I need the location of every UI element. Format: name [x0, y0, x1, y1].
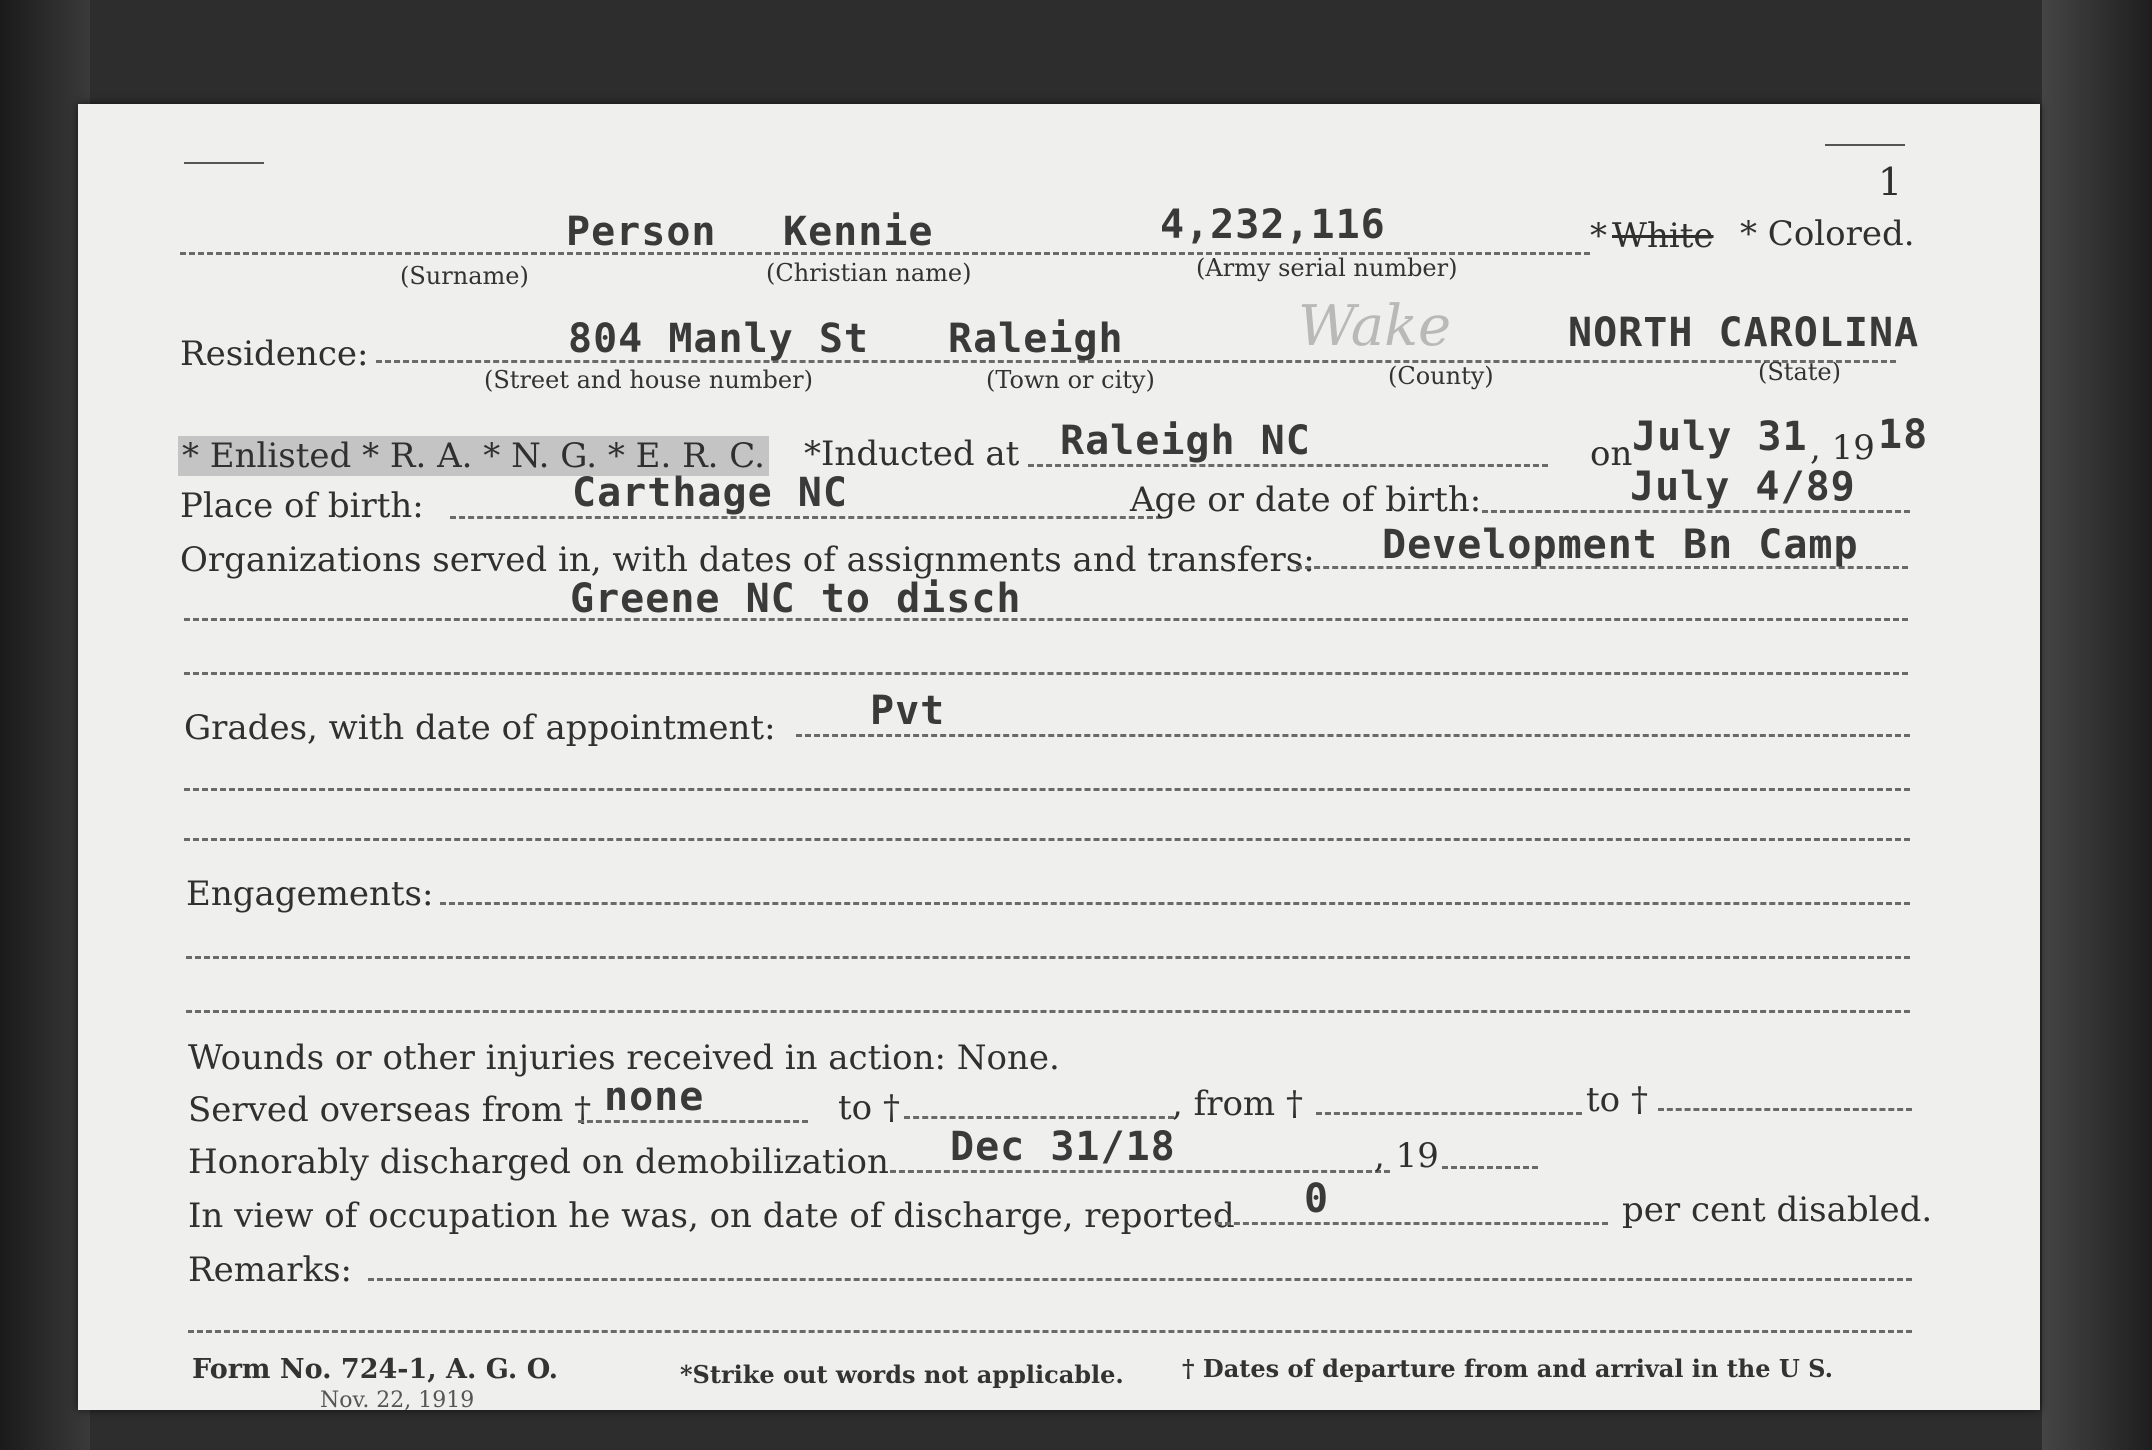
- label-surname: (Surname): [400, 262, 529, 290]
- organizations-value-1: Development Bn Camp: [1382, 522, 1859, 568]
- birthdate-value: July 4/89: [1630, 464, 1856, 510]
- inducted-label: *Inducted at: [804, 434, 1020, 474]
- christian-name-value: Kennie: [783, 209, 934, 255]
- label-town: (Town or city): [986, 366, 1155, 394]
- county-value: Wake: [1298, 294, 1452, 359]
- service-record-card: [78, 104, 2040, 1413]
- top-left-rule: [184, 162, 264, 164]
- on-label: on: [1590, 434, 1633, 474]
- scan-backdrop-right: [2042, 0, 2152, 1450]
- remarks-line-1: [368, 1278, 1912, 1281]
- organizations-label: Organizations served in, with dates of assignments and transfers:: [180, 540, 1315, 580]
- birthdate-line: [1482, 510, 1910, 513]
- grades-line-2: [184, 788, 1910, 791]
- surname-value: Person: [566, 209, 717, 255]
- town-value: Raleigh: [948, 316, 1124, 362]
- grades-label: Grades, with date of appointment:: [184, 708, 776, 748]
- grades-line-1: [796, 734, 1910, 737]
- disabled-label: In view of occupation he was, on date of discharge, reported: [188, 1196, 1235, 1236]
- engagements-label: Engagements:: [186, 874, 434, 914]
- organizations-line-2: [184, 618, 1908, 621]
- discharge-line: [890, 1170, 1390, 1173]
- induction-date-value: July 31: [1632, 414, 1808, 460]
- street-value: 804 Manly St: [568, 316, 869, 362]
- enlisted-options-struck: * Enlisted * R. A. * N. G. * E. R. C.: [178, 436, 769, 476]
- overseas-to-label: to †: [838, 1088, 900, 1128]
- grade-value: Pvt: [870, 688, 946, 734]
- scan-backdrop-left: [0, 0, 90, 1450]
- label-county: (County): [1388, 362, 1494, 390]
- residence-label: Residence:: [180, 334, 369, 374]
- state-value: NORTH CAROLINA: [1568, 310, 1920, 356]
- overseas-to-line-2: [1658, 1108, 1912, 1111]
- inducted-line: [1028, 464, 1548, 467]
- race-colored: * Colored.: [1740, 214, 1915, 254]
- overseas-from-line-2: [1316, 1112, 1582, 1115]
- label-state: (State): [1758, 358, 1841, 386]
- organizations-line-3: [184, 672, 1908, 675]
- race-white-struck: White: [1612, 216, 1714, 256]
- wounds-label: Wounds or other injuries received in action: None.: [188, 1038, 1060, 1078]
- discharge-year-line: [1442, 1166, 1538, 1169]
- engagements-line-2: [186, 956, 1910, 959]
- form-date: Nov. 22, 1919: [320, 1388, 475, 1413]
- remarks-line-2: [188, 1330, 1912, 1333]
- discharge-date-value: Dec 31/18: [950, 1124, 1176, 1170]
- disabled-suffix: per cent disabled.: [1622, 1190, 1933, 1230]
- organizations-value-2: Greene NC to disch: [570, 576, 1022, 622]
- top-right-rule: [1825, 144, 1905, 146]
- overseas-from-value: none: [604, 1074, 705, 1120]
- remarks-label: Remarks:: [188, 1250, 352, 1290]
- footnote-dates: † Dates of departure from and arrival in the U S.: [1182, 1354, 1833, 1383]
- engagements-line-1: [440, 902, 1910, 905]
- label-christian-name: (Christian name): [766, 259, 972, 287]
- overseas-from-line: [578, 1120, 808, 1123]
- birthplace-value: Carthage NC: [572, 470, 848, 516]
- disabled-value: 0: [1304, 1176, 1330, 1222]
- footnote-strike-out: *Strike out words not applicable.: [680, 1360, 1124, 1389]
- label-serial-number: (Army serial number): [1196, 254, 1458, 282]
- form-number: Form No. 724-1, A. G. O.: [192, 1354, 559, 1385]
- induction-year-value: 18: [1878, 412, 1929, 458]
- birthplace-label: Place of birth:: [180, 486, 424, 526]
- overseas-label: Served overseas from †: [188, 1090, 592, 1130]
- induction-year-prefix: , 19: [1810, 428, 1875, 468]
- overseas-from-label-2: , from †: [1172, 1084, 1303, 1124]
- discharge-label: Honorably discharged on demobilization: [188, 1142, 889, 1182]
- grades-line-3: [184, 838, 1910, 841]
- overseas-to-line: [904, 1116, 1174, 1119]
- inducted-place-value: Raleigh NC: [1060, 418, 1311, 464]
- birthplace-line: [450, 516, 1162, 519]
- label-street: (Street and house number): [484, 366, 813, 394]
- discharge-year-label: , 19: [1374, 1136, 1439, 1176]
- serial-number-value: 4,232,116: [1160, 202, 1386, 248]
- overseas-to-label-2: to †: [1586, 1080, 1648, 1120]
- race-prefix: *: [1590, 216, 1607, 256]
- engagements-line-3: [186, 1010, 1910, 1013]
- disabled-line: [1216, 1222, 1608, 1225]
- birthdate-label: Age or date of birth:: [1130, 480, 1482, 520]
- page-number: 1: [1878, 160, 1903, 204]
